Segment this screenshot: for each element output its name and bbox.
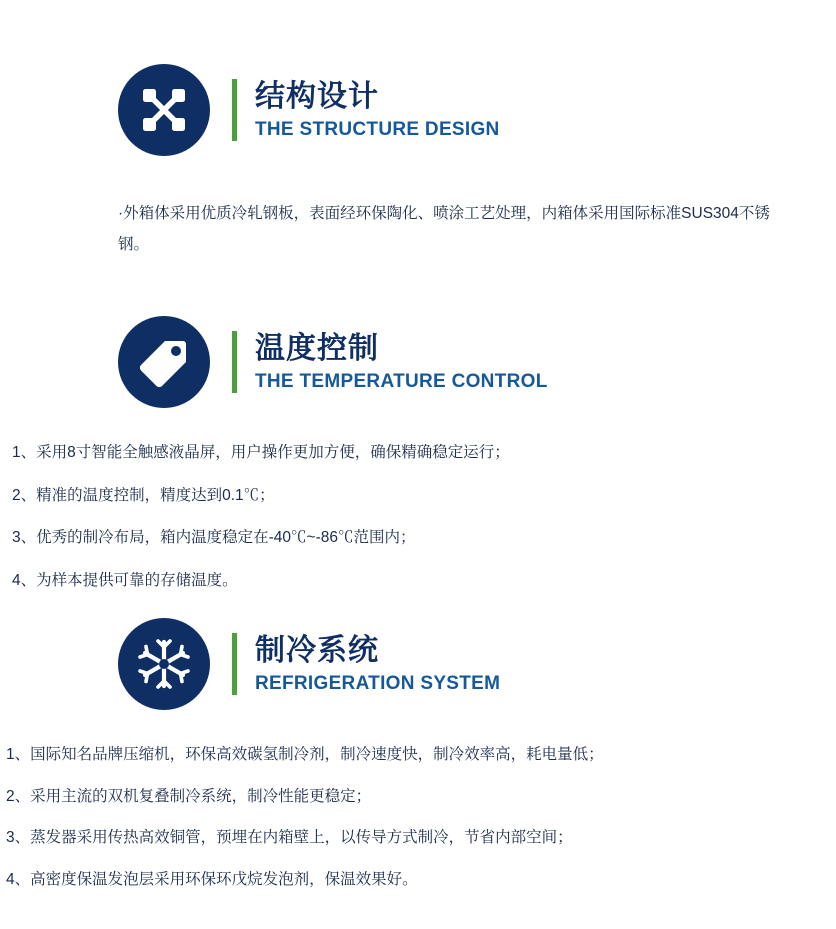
section-header: [0, 618, 836, 710]
section-temperature-control: [0, 316, 836, 610]
list-item: 4、高密度保温发泡层采用环保环戊烷发泡剂，保温效果好。: [6, 870, 418, 888]
section-title-cn: 制冷系统: [255, 633, 379, 667]
list-item: 1、国际知名品牌压缩机，环保高效碳氢制冷剂，制冷速度快，制冷效率高，耗电量低；: [6, 746, 604, 763]
section-refrigeration-system: [0, 618, 836, 908]
section-header: [0, 64, 836, 156]
section-structure-design: [0, 64, 836, 260]
section-titles: [255, 330, 548, 394]
section-title-en: REFRIGERATION SYSTEM: [255, 673, 501, 695]
structure-design-icon: [118, 64, 210, 156]
section-titles: [255, 632, 500, 696]
section-title-cn: 结构设计: [255, 79, 379, 113]
section-titles: [255, 78, 500, 142]
list-item: 3、优秀的制冷布局，箱内温度稳定在-40℃~-86℃范围内；: [12, 529, 416, 547]
list-item: 2、采用主流的双机复叠制冷系统，制冷性能更稳定；: [6, 787, 372, 805]
list-item: 1、采用8寸智能全触感液晶屏，用户操作更加方便，确保精确稳定运行；: [12, 444, 510, 461]
section-header: [0, 316, 836, 408]
list-item: 3、蒸发器采用传热高效铜管，预埋在内箱壁上，以传导方式制冷，节省内部空间；: [6, 829, 573, 847]
section-title-en: THE STRUCTURE DESIGN: [255, 119, 500, 141]
accent-divider: [232, 633, 237, 695]
list-item: 4、为样本提供可靠的存储温度。: [12, 571, 238, 589]
feature-list-refrigeration: [0, 742, 836, 892]
temperature-tag-icon: [118, 316, 210, 408]
feature-list-temperature: [0, 440, 836, 593]
section-body: [0, 198, 836, 260]
list-item: 2、精准的温度控制，精度达到0.1℃；: [12, 486, 275, 504]
snowflake-icon: [118, 618, 210, 710]
section-paragraph: ·外箱体采用优质冷轧钢板，表面经环保陶化、喷涂工艺处理，内箱体采用国际标准SUS304不锈钢。: [118, 205, 770, 253]
section-title-en: THE TEMPERATURE CONTROL: [255, 371, 548, 393]
accent-divider: [232, 331, 237, 393]
accent-divider: [232, 79, 237, 141]
section-title-cn: 温度控制: [255, 331, 379, 365]
